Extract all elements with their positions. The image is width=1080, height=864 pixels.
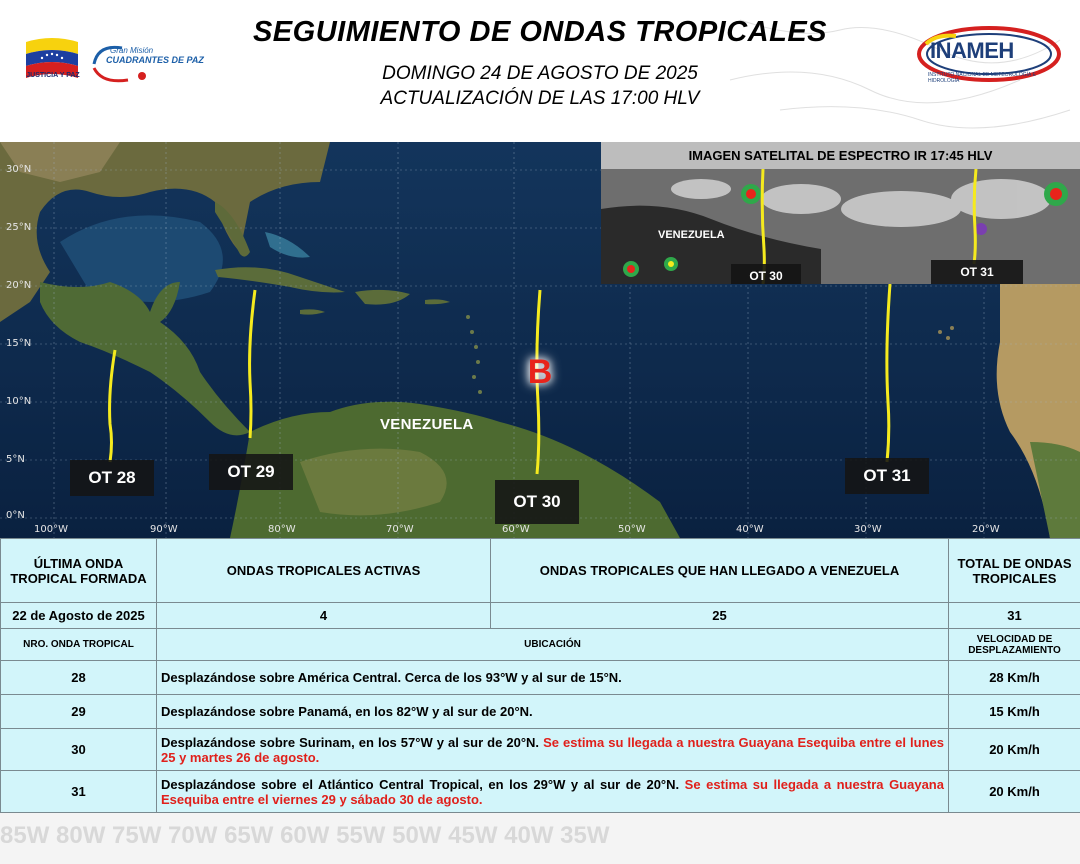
table-row: [1, 695, 1080, 729]
lat-label-20n: 20°N: [6, 280, 32, 291]
inameh-logo-text: INAMEH: [930, 38, 1014, 63]
value-active-waves: 4: [157, 603, 491, 629]
satellite-venezuela-label: VENEZUELA: [658, 229, 725, 241]
lat-label-25n: 25°N: [6, 222, 32, 233]
wave-ot29-label: OT 29: [209, 454, 293, 490]
page-title: SEGUIMIENTO DE ONDAS TROPICALES: [252, 16, 828, 48]
lat-label-30n: 30°N: [6, 164, 32, 175]
table-header-row: [1, 539, 1080, 603]
row-location-text: Desplazándose sobre América Central. Cerca de los 93°W y al sur de 15°N.: [161, 670, 622, 685]
satellite-inset: [601, 142, 1080, 284]
lon-label-50w: 50°W: [618, 524, 646, 535]
tropical-waves-map: [0, 142, 1080, 538]
table-subheader-row: [1, 629, 1080, 661]
lon-label-30w: 30°W: [854, 524, 882, 535]
table-row: [1, 661, 1080, 695]
satellite-ot30-label: OT 30: [731, 264, 801, 284]
lat-label-10n: 10°N: [6, 396, 32, 407]
row-speed: 28 Km/h: [949, 661, 1080, 695]
row-wave-number: 28: [1, 661, 157, 695]
summary-table-area: [0, 538, 1080, 864]
lon-label-40w: 40°W: [736, 524, 764, 535]
row-speed: 15 Km/h: [949, 695, 1080, 729]
row-location: [157, 771, 949, 813]
header-speed: VELOCIDAD DE DESPLAZAMIENTO: [949, 629, 1080, 661]
report-date: DOMINGO 24 DE AGOSTO DE 2025: [382, 63, 698, 84]
header-arrived-waves: ONDAS TROPICALES QUE HAN LLEGADO A VENEZUELA: [491, 539, 949, 603]
satellite-ot31-label: OT 31: [931, 260, 1023, 284]
south-america-highlands: [300, 449, 447, 516]
satellite-title: IMAGEN SATELITAL DE ESPECTRO IR 17:45 HLV: [601, 142, 1080, 169]
logo-mid-line1: Gran Misión: [110, 46, 154, 55]
row-location: [157, 661, 949, 695]
lat-label-15n: 15°N: [6, 338, 32, 349]
row-speed: 20 Km/h: [949, 729, 1080, 771]
lat-label-5n: 5°N: [6, 454, 25, 465]
header-active-waves: ONDAS TROPICALES ACTIVAS: [157, 539, 491, 603]
wave-ot30-label: OT 30: [495, 480, 579, 524]
header-wave-number: NRO. ONDA TROPICAL: [1, 629, 157, 661]
report-update-time: ACTUALIZACIÓN DE LAS 17:00 HLV: [380, 88, 700, 109]
table-row: [1, 771, 1080, 813]
header-total-waves: TOTAL DE ONDAS TROPICALES: [949, 539, 1080, 603]
lon-label-100w: 100°W: [34, 524, 68, 535]
row-location-text: Desplazándose sobre el Atlántico Central Tropical, en los 29°W y al sur de 20°N.: [161, 776, 680, 792]
lon-label-80w: 80°W: [268, 524, 296, 535]
header-last-wave: ÚLTIMA ONDA TROPICAL FORMADA: [1, 539, 157, 603]
value-total-waves: 31: [949, 603, 1080, 629]
low-pressure-label: B: [527, 353, 553, 391]
lat-label-0n: 0°N: [6, 510, 25, 521]
wave-ot28-label: OT 28: [70, 460, 154, 496]
value-last-wave: 22 de Agosto de 2025: [1, 603, 157, 629]
table-summary-row: [1, 603, 1080, 629]
background-scale-text: 85W 80W 75W 70W 65W 60W 55W 50W 45W 40W 35W: [0, 822, 610, 849]
lon-label-90w: 90°W: [150, 524, 178, 535]
row-location-text: Desplazándose sobre Panamá, en los 82°W y al sur de 20°N.: [161, 704, 533, 719]
tropical-waves-table: [0, 538, 1080, 813]
row-arrival-estimate: Se estima su llegada a nuestra Guayana Esequiba entre el lunes 25 y martes 26 de agosto.: [161, 734, 944, 765]
row-location: [157, 695, 949, 729]
header: [0, 0, 1080, 142]
row-arrival-estimate: Se estima su llegada a nuestra Guayana Esequiba entre el viernes 29 y sábado 30 de agosto.: [161, 776, 944, 807]
row-wave-number: 31: [1, 771, 157, 813]
value-arrived-waves: 25: [491, 603, 949, 629]
row-speed: 20 Km/h: [949, 771, 1080, 813]
row-wave-number: 30: [1, 729, 157, 771]
lon-label-20w: 20°W: [972, 524, 1000, 535]
lon-label-60w: 60°W: [502, 524, 530, 535]
inameh-logo-subtitle: INSTITUTO NACIONAL DE METEOROLOGÍA E HIDROLOGÍA: [928, 72, 1036, 84]
row-location: [157, 729, 949, 771]
header-location: UBICACIÓN: [157, 629, 949, 661]
sat-wave-ot31-line: [974, 169, 976, 264]
logo-left-caption: JUSTICIA Y PAZ: [26, 72, 80, 79]
table-row: [1, 729, 1080, 771]
row-location-text: Desplazándose sobre Surinam, en los 57°W y al sur de 20°N.: [161, 734, 540, 750]
venezuela-label: VENEZUELA: [380, 416, 474, 433]
logo-mid-line2: CUADRANTES DE PAZ: [106, 55, 204, 65]
wave-ot31-label: OT 31: [845, 458, 929, 494]
lon-label-70w: 70°W: [386, 524, 414, 535]
row-wave-number: 29: [1, 695, 157, 729]
